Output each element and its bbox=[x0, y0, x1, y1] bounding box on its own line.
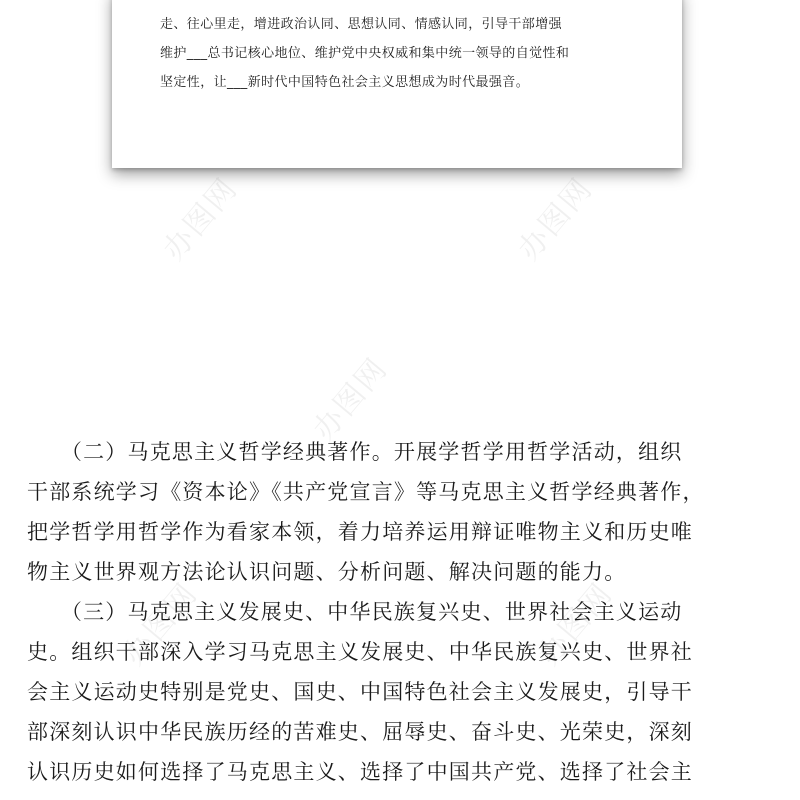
body-line: 部深刻认识中华民族历经的苦难史、屈辱史、奋斗史、光荣史，深刻 bbox=[27, 720, 693, 744]
watermark: 办图网 bbox=[511, 171, 600, 268]
body-line: 干部系统学习《资本论》《共产党宣言》等马克思主义哲学经典著作， bbox=[27, 480, 705, 504]
watermark: 办图网 bbox=[531, 576, 620, 673]
watermark: 办图网 bbox=[306, 351, 395, 448]
watermark: 办图网 bbox=[156, 171, 245, 268]
body-line: 史。组织干部深入学习马克思主义发展史、中华民族复兴史、世界社 bbox=[27, 640, 693, 664]
body-line: （二）马克思主义哲学经典著作。开展学哲学用哲学活动，组织 bbox=[27, 440, 683, 464]
body-line: （三）马克思主义发展史、中华民族复兴史、世界社会主义运动 bbox=[27, 600, 683, 624]
document-preview-card bbox=[112, 0, 682, 168]
body-line: 认识历史如何选择了马克思主义、选择了中国共产党、选择了社会主 bbox=[27, 760, 693, 784]
body-line: 会主义运动史特别是党史、国史、中国特色社会主义发展史，引导干 bbox=[27, 680, 693, 704]
body-line: 物主义世界观方法论认识问题、分析问题、解决问题的能力。 bbox=[27, 560, 627, 584]
preview-line: 走、往心里走，增进政治认同、思想认同、情感认同，引导干部增强 bbox=[160, 17, 563, 32]
preview-line: 坚定性，让___新时代中国特色社会主义思想成为时代最强音。 bbox=[160, 75, 530, 90]
document-body bbox=[27, 432, 707, 792]
body-line: 把学哲学用哲学作为看家本领，着力培养运用辩证唯物主义和历史唯 bbox=[27, 520, 693, 544]
preview-line: 维护___总书记核心地位、维护党中央权威和集中统一领导的自觉性和 bbox=[160, 46, 570, 61]
watermark: 办图网 bbox=[116, 576, 205, 673]
